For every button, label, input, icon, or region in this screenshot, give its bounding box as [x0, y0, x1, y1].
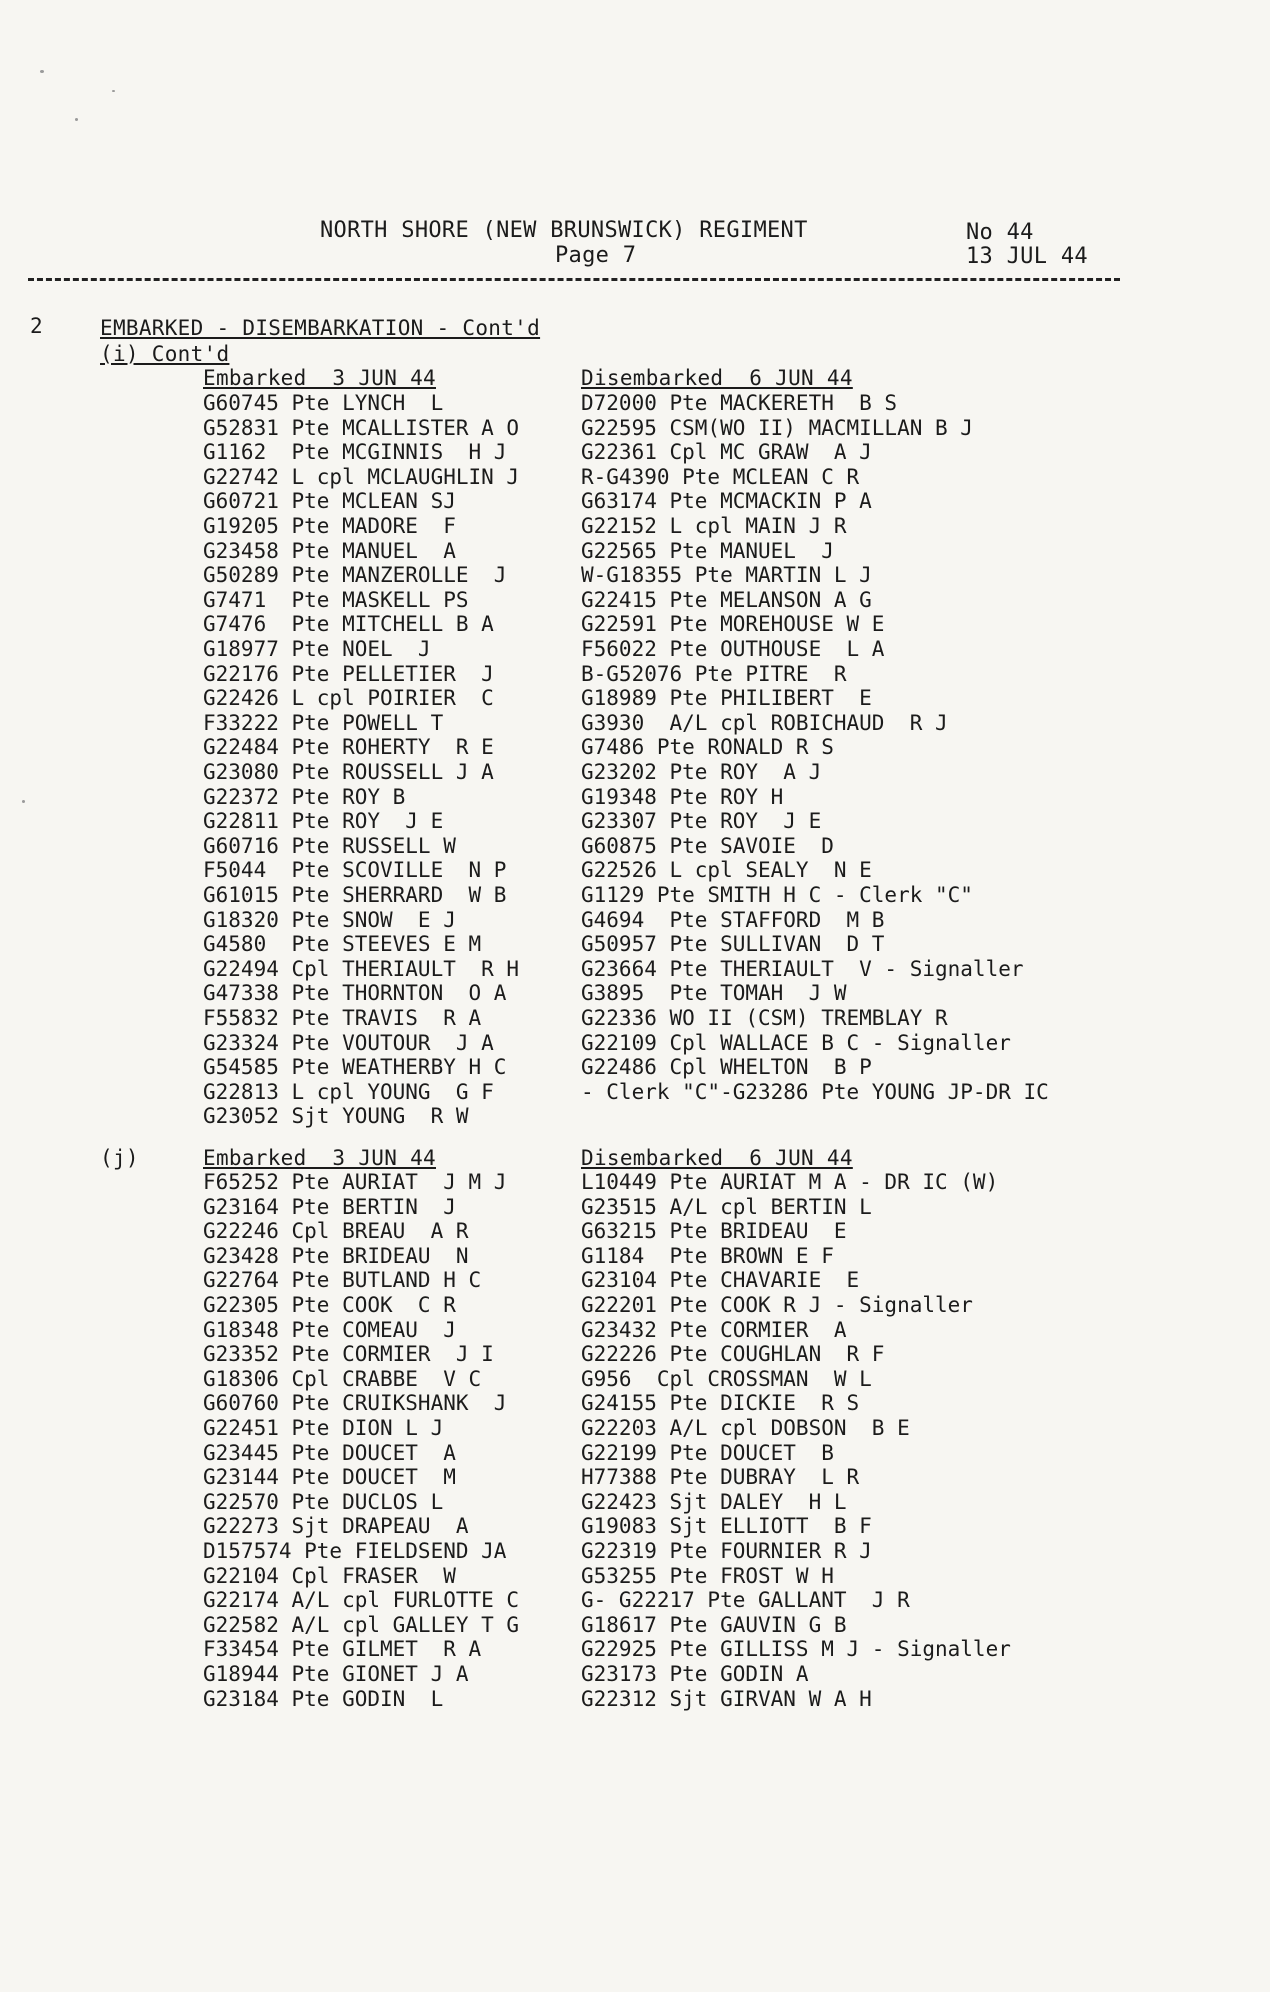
embarked-entry: G19205 Pte MADORE F: [203, 514, 456, 538]
disembarked-entry: G22526 L cpl SEALY N E: [581, 858, 872, 883]
disembarked-entry: G19083 Sjt ELLIOTT B F: [581, 1514, 872, 1539]
disembarked-entry: G22565 Pte MANUEL J: [581, 538, 834, 563]
embarked-entry: F65252 Pte AURIAT J M J: [203, 1170, 507, 1194]
embarked-entry: G23184 Pte GODIN L: [203, 1686, 444, 1711]
embarked-entry: G50289 Pte MANZEROLLE J: [203, 563, 507, 588]
embarked-entry: F5044 Pte SCOVILLE N P: [203, 858, 507, 883]
disembarked-entry: G22201 Pte COOK R J - Signaller: [581, 1293, 973, 1317]
disembarked-entry: D72000 Pte MACKERETH B S: [581, 391, 898, 415]
group-i-embarked-heading: Embarked 3 JUN 44: [203, 366, 436, 390]
embarked-entry: G22494 Cpl THERIAULT R H: [203, 956, 520, 981]
embarked-entry: G23352 Pte CORMIER J I: [203, 1342, 494, 1367]
disembarked-entry: G18989 Pte PHILIBERT E: [581, 686, 872, 711]
embarked-entry: G23144 Pte DOUCET M: [203, 1465, 456, 1490]
disembarked-entry: H77388 Pte DUBRAY L R: [581, 1465, 860, 1490]
embarked-entry: G22813 L cpl YOUNG G F: [203, 1079, 494, 1104]
disembarked-entry: G23202 Pte ROY A J: [581, 760, 822, 784]
header-divider: [28, 278, 1120, 281]
disembarked-entry: G53255 Pte FROST W H: [581, 1563, 834, 1588]
group-i-disembarked-heading: Disembarked 6 JUN 44: [581, 366, 853, 390]
embarked-entry: G18348 Pte COMEAU J: [203, 1317, 456, 1342]
disembarked-entry: G1184 Pte BROWN E F: [581, 1243, 834, 1268]
embarked-entry: G22484 Pte ROHERTY R E: [203, 735, 494, 760]
disembarked-entry: G22226 Pte COUGHLAN R F: [581, 1342, 885, 1367]
embarked-entry: G23324 Pte VOUTOUR J A: [203, 1030, 494, 1055]
embarked-entry: G22273 Sjt DRAPEAU A: [203, 1514, 469, 1539]
embarked-entry: G7471 Pte MASKELL PS: [203, 587, 469, 612]
embarked-entry: G54585 Pte WEATHERBY H C: [203, 1055, 507, 1080]
embarked-entry: G61015 Pte SHERRARD W B: [203, 883, 507, 907]
disembarked-entry: G19348 Pte ROY H: [581, 784, 784, 809]
embarked-entry: G22570 Pte DUCLOS L: [203, 1489, 444, 1514]
disembarked-entry: G22199 Pte DOUCET B: [581, 1440, 834, 1465]
disembarked-entry: G23664 Pte THERIAULT V - Signaller: [581, 956, 1024, 981]
disembarked-entry: G63215 Pte BRIDEAU E: [581, 1219, 847, 1244]
embarked-entry: G22582 A/L cpl GALLEY T G: [203, 1612, 520, 1637]
embarked-entry: G23052 Sjt YOUNG R W: [203, 1104, 469, 1129]
embarked-entry: G60721 Pte MCLEAN SJ: [203, 489, 456, 514]
disembarked-entry: G63174 Pte MCMACKIN P A: [581, 489, 872, 514]
disembarked-entry: G22152 L cpl MAIN J R: [581, 514, 847, 538]
disembarked-entry: - Clerk "C"-G23286 Pte YOUNG JP-DR IC: [581, 1079, 1049, 1104]
embarked-entry: G22764 Pte BUTLAND H C: [203, 1268, 482, 1293]
disembarked-entry: G4694 Pte STAFFORD M B: [581, 907, 885, 932]
document-date: 13 JUL 44: [966, 244, 1088, 269]
embarked-entry: D157574 Pte FIELDSEND JA: [203, 1539, 507, 1563]
section-number: 2: [30, 314, 43, 338]
disembarked-entry: W-G18355 Pte MARTIN L J: [581, 563, 872, 588]
group-j-disembarked-heading: Disembarked 6 JUN 44: [581, 1146, 853, 1170]
page-label: Page 7: [555, 243, 637, 268]
disembarked-entry: G3930 A/L cpl ROBICHAUD R J: [581, 710, 948, 735]
disembarked-entry: G60875 Pte SAVOIE D: [581, 833, 834, 858]
section-title: EMBARKED - DISEMBARKATION - Cont'd: [100, 316, 541, 340]
embarked-entry: G22174 A/L cpl FURLOTTE C: [203, 1588, 520, 1613]
embarked-entry: G22451 Pte DION L J: [203, 1416, 444, 1440]
disembarked-entry: G22486 Cpl WHELTON B P: [581, 1055, 872, 1080]
embarked-entry: F33454 Pte GILMET R A: [203, 1637, 482, 1662]
disembarked-entry: G3895 Pte TOMAH J W: [581, 981, 847, 1006]
disembarked-entry: G- G22217 Pte GALLANT J R: [581, 1588, 910, 1613]
regiment-title: NORTH SHORE (NEW BRUNSWICK) REGIMENT: [320, 218, 808, 243]
scan-speck: [75, 118, 78, 121]
embarked-entry: G22104 Cpl FRASER W: [203, 1563, 456, 1588]
embarked-entry: G23164 Pte BERTIN J: [203, 1194, 456, 1219]
embarked-entry: G18306 Cpl CRABBE V C: [203, 1366, 482, 1391]
embarked-entry: F55832 Pte TRAVIS R A: [203, 1006, 482, 1030]
disembarked-entry: G23173 Pte GODIN A: [581, 1662, 809, 1686]
embarked-entry: G22742 L cpl MCLAUGHLIN J: [203, 464, 520, 489]
disembarked-entry: G22595 CSM(WO II) MACMILLAN B J: [581, 415, 973, 440]
embarked-entry: G18977 Pte NOEL J: [203, 637, 431, 661]
disembarked-entry: G22925 Pte GILLISS M J - Signaller: [581, 1637, 1011, 1662]
document-number: No 44: [966, 220, 1034, 245]
embarked-entry: G23428 Pte BRIDEAU N: [203, 1243, 469, 1268]
disembarked-entry: F56022 Pte OUTHOUSE L A: [581, 637, 885, 661]
subsection-i-label: (i) Cont'd: [100, 342, 230, 366]
disembarked-entry: G22415 Pte MELANSON A G: [581, 587, 872, 612]
embarked-entry: G22426 L cpl POIRIER C: [203, 686, 494, 711]
disembarked-entry: G956 Cpl CROSSMAN W L: [581, 1366, 872, 1391]
embarked-entry: G18320 Pte SNOW E J: [203, 907, 456, 932]
subsection-j-label: (j): [100, 1146, 139, 1170]
disembarked-entry: G22312 Sjt GIRVAN W A H: [581, 1686, 872, 1711]
disembarked-entry: G22203 A/L cpl DOBSON B E: [581, 1416, 910, 1440]
disembarked-entry: G22319 Pte FOURNIER R J: [581, 1539, 872, 1563]
embarked-entry: G22372 Pte ROY B: [203, 784, 406, 809]
embarked-entry: G60760 Pte CRUIKSHANK J: [203, 1391, 507, 1416]
disembarked-entry: G22336 WO II (CSM) TREMBLAY R: [581, 1006, 948, 1030]
embarked-entry: G60716 Pte RUSSELL W: [203, 833, 456, 858]
embarked-entry: G23458 Pte MANUEL A: [203, 538, 456, 563]
embarked-entry: G47338 Pte THORNTON O A: [203, 981, 507, 1006]
disembarked-entry: G1129 Pte SMITH H C - Clerk "C": [581, 883, 973, 907]
disembarked-entry: G7486 Pte RONALD R S: [581, 735, 834, 760]
embarked-entry: F33222 Pte POWELL T: [203, 710, 444, 735]
embarked-entry: G23445 Pte DOUCET A: [203, 1440, 456, 1465]
disembarked-entry: G24155 Pte DICKIE R S: [581, 1391, 860, 1416]
embarked-entry: G1162 Pte MCGINNIS H J: [203, 440, 507, 465]
embarked-entry: G52831 Pte MCALLISTER A O: [203, 415, 520, 440]
disembarked-entry: G22109 Cpl WALLACE B C - Signaller: [581, 1030, 1011, 1055]
disembarked-entry: G23104 Pte CHAVARIE E: [581, 1268, 860, 1293]
disembarked-entry: G22591 Pte MOREHOUSE W E: [581, 612, 885, 637]
embarked-entry: G60745 Pte LYNCH L: [203, 391, 444, 415]
embarked-entry: G22305 Pte COOK C R: [203, 1293, 456, 1317]
scan-speck: [22, 800, 25, 803]
disembarked-entry: L10449 Pte AURIAT M A - DR IC (W): [581, 1170, 999, 1194]
disembarked-entry: G18617 Pte GAUVIN G B: [581, 1612, 847, 1637]
disembarked-entry: G23515 A/L cpl BERTIN L: [581, 1194, 872, 1219]
disembarked-entry: G23432 Pte CORMIER A: [581, 1317, 847, 1342]
disembarked-entry: G23307 Pte ROY J E: [581, 809, 822, 834]
embarked-entry: G7476 Pte MITCHELL B A: [203, 612, 494, 637]
disembarked-entry: R-G4390 Pte MCLEAN C R: [581, 464, 860, 489]
scan-speck: [40, 70, 44, 73]
embarked-entry: G23080 Pte ROUSSELL J A: [203, 760, 494, 784]
disembarked-entry: G22423 Sjt DALEY H L: [581, 1489, 847, 1514]
disembarked-entry: B-G52076 Pte PITRE R: [581, 661, 847, 686]
embarked-entry: G22811 Pte ROY J E: [203, 809, 444, 834]
embarked-entry: G4580 Pte STEEVES E M: [203, 932, 482, 957]
group-j-embarked-heading: Embarked 3 JUN 44: [203, 1146, 436, 1170]
scan-speck: [112, 90, 115, 92]
embarked-entry: G18944 Pte GIONET J A: [203, 1662, 469, 1686]
embarked-entry: G22176 Pte PELLETIER J: [203, 661, 494, 686]
embarked-entry: G22246 Cpl BREAU A R: [203, 1219, 469, 1244]
disembarked-entry: G22361 Cpl MC GRAW A J: [581, 440, 872, 465]
disembarked-entry: G50957 Pte SULLIVAN D T: [581, 932, 885, 957]
